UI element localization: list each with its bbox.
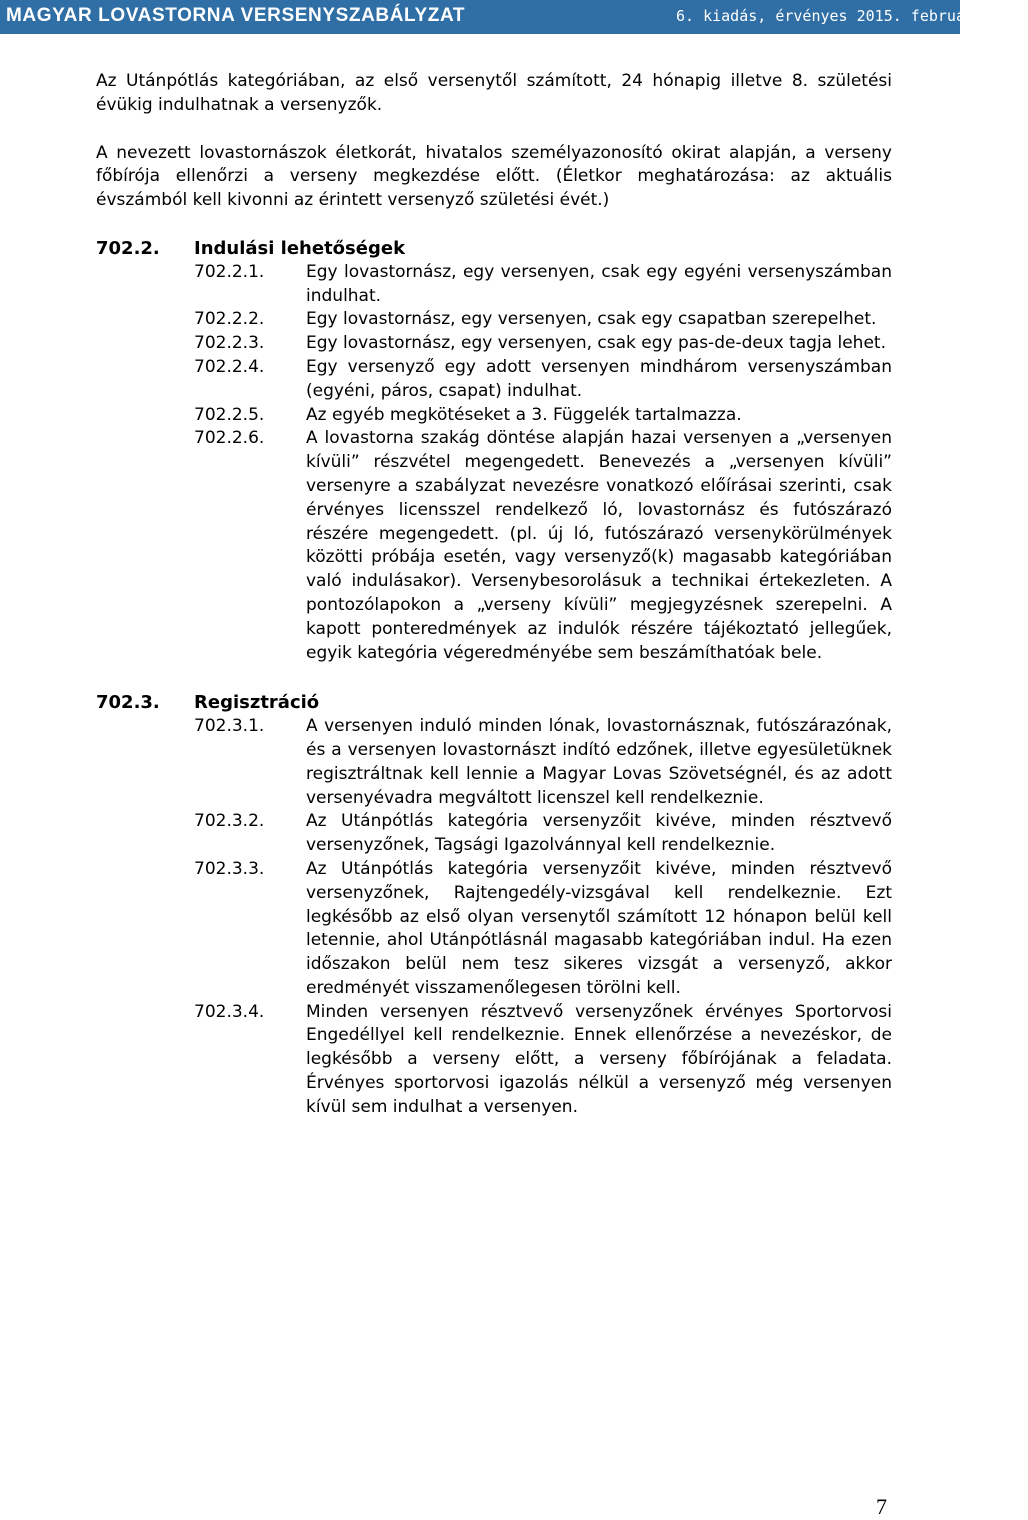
document-title: MAGYAR LOVASTORNA VERSENYSZABÁLYZAT bbox=[6, 5, 466, 26]
intro-paragraph: A nevezett lovastornászok életkorát, hivatalos személyazonosító okirat alapján, a verseny főbírója ellenőrzi a verseny megkezdése előtt. (Életkor meghatározása: az aktuális évszámból kell kivonni az érintett versenyző születési évét.) bbox=[96, 142, 892, 211]
rule-number: 702.3.1. bbox=[194, 716, 265, 737]
section-number: 702.2. bbox=[96, 237, 160, 259]
rule-item bbox=[194, 427, 892, 665]
rule-item bbox=[194, 404, 892, 428]
rule-number: 702.3.2. bbox=[194, 811, 265, 832]
rule-text: Egy lovastornász, egy versenyen, csak egy pas-de-deux tagja lehet. bbox=[306, 333, 886, 354]
rule-item bbox=[194, 308, 892, 332]
rule-number: 702.3.4. bbox=[194, 1001, 265, 1022]
rule-text: Egy lovastornász, egy versenyen, csak egy csapatban szerepelhet. bbox=[306, 309, 877, 330]
page-number: 7 bbox=[876, 1494, 887, 1519]
section-heading bbox=[96, 237, 892, 261]
rule-number: 702.2.6. bbox=[194, 428, 265, 449]
rule-number: 702.2.4. bbox=[194, 356, 265, 377]
rule-item bbox=[194, 858, 892, 1001]
rule-number: 702.2.1. bbox=[194, 261, 265, 282]
section-heading bbox=[96, 691, 892, 715]
rule-text: Az Utánpótlás kategória versenyzőit kivéve, minden résztvevő versenyzőnek, Rajtengedély-vizsgával kell rendelkeznie. Ezt legkésőbb az első olyan versenytől számított 12 hónapon belül kell letennie, ahol Utánpótlásnál magasabb kategóriában indul. Ha ezen időszakon belül nem tesz sikeres vizsgát a versenyző, akkor eredményét visszamenőlegesen törölni kell. bbox=[306, 858, 892, 998]
rule-item bbox=[194, 332, 892, 356]
rule-item bbox=[194, 356, 892, 404]
rule-text: Minden versenyen résztvevő versenyzőnek érvényes Sportorvosi Engedéllyel kell rendelkeznie. Ennek ellenőrzése a nevezéskor, de legkésőbb a verseny előtt, a verseny főbírójának a feladata. Érvényes sportorvosi igazolás nélkül a versenyző még versenyen kívül sem indulhat a versenyen. bbox=[306, 1001, 892, 1117]
rule-number: 702.2.3. bbox=[194, 333, 265, 354]
rule-text: Egy versenyző egy adott versenyen mindhárom versenyszámban (egyéni, páros, csapat) indulhat. bbox=[306, 356, 892, 401]
section-title: Regisztráció bbox=[194, 692, 320, 714]
section-indulasi-lehetosegek bbox=[96, 237, 892, 665]
section-title: Indulási lehetőségek bbox=[194, 237, 406, 259]
rule-item bbox=[194, 261, 892, 309]
section-regisztracio bbox=[96, 691, 892, 1119]
rule-text: Egy lovastornász, egy versenyen, csak egy egyéni versenyszámban indulhat. bbox=[306, 261, 892, 306]
rule-text: Az Utánpótlás kategória versenyzőit kivéve, minden résztvevő versenyzőnek, Tagsági Igazolvánnyal kell rendelkeznie. bbox=[306, 811, 892, 856]
section-number: 702.3. bbox=[96, 692, 160, 714]
rule-text: A lovastorna szakág döntése alapján hazai versenyen a „versenyen kívüli” részvétel megengedett. Benevezés a „versenyen kívüli” versenyre a szabályzat nevezésre vonatkozó előírásai szerinti, csak érvényes licensszel rendelkező ló, lovastornász és futószárazó részére megengedett. (pl. új ló, futószárazó versenykörülmények közötti próbája esetén, vagy versenyző(k) magasabb kategóriában való indulásakor). Versenybesorolásuk a technikai értekezleten. A pontozólapokon a „verseny kívüli” megjegyzésnek szerepelni. A kapott ponteredmények az indulók részére tájékoztató jellegűek, egyik kategória végeredményébe sem beszámíthatóak bele. bbox=[306, 428, 892, 663]
rule-number: 702.3.3. bbox=[194, 858, 265, 879]
document-body bbox=[96, 70, 892, 1120]
rule-item bbox=[194, 810, 892, 858]
rule-text: A versenyen induló minden lónak, lovastornásznak, futószárazónak, és a versenyen lovastornászt indító edzőnek, illetve egyesületüknek regisztráltnak kell lennie a Magyar Lovas Szövetségnél, és az adott versenyévadra megváltott licenszel kell rendelkeznie. bbox=[306, 716, 892, 808]
edition-info: 6. kiadás, érvényes 2015. február 8-tól bbox=[676, 7, 1028, 25]
rule-item bbox=[194, 1001, 892, 1120]
rule-item bbox=[194, 715, 892, 810]
page-header bbox=[0, 0, 1028, 34]
rule-number: 702.2.2. bbox=[194, 309, 265, 330]
rule-number: 702.2.5. bbox=[194, 404, 265, 425]
rule-text: Az egyéb megkötéseket a 3. Függelék tartalmazza. bbox=[306, 404, 742, 425]
intro-paragraph: Az Utánpótlás kategóriában, az első versenytől számított, 24 hónapig illetve 8. születési évükig indulhatnak a versenyzők. bbox=[96, 71, 892, 115]
